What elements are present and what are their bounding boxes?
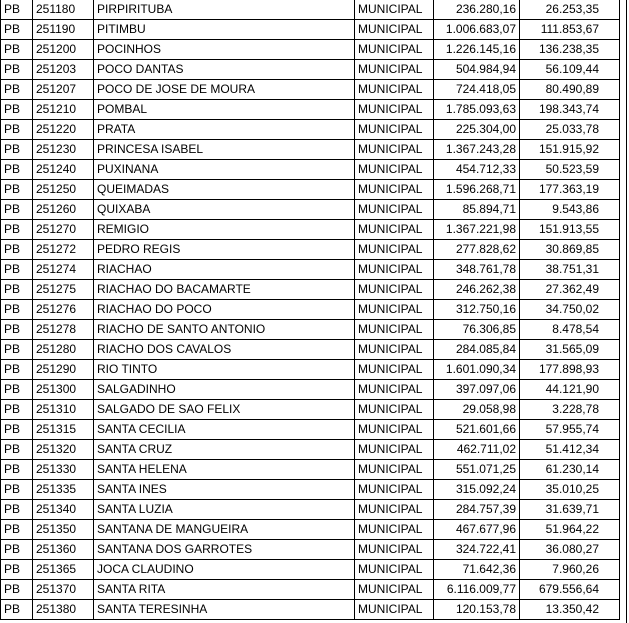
state-cell: PB [1, 0, 33, 20]
state-cell: PB [1, 440, 33, 460]
municipality-name-cell: POCO DANTAS [94, 60, 355, 80]
table-body [1, 0, 620, 620]
state-cell: PB [1, 460, 33, 480]
table-row [1, 140, 620, 160]
amount-cell: 1.601.090,34 [434, 360, 520, 380]
code-cell: 251340 [33, 500, 94, 520]
share-amount-cell: 31.639,71 [520, 500, 620, 520]
table-row [1, 100, 620, 120]
code-cell: 251207 [33, 80, 94, 100]
table-row [1, 340, 620, 360]
code-cell: 251300 [33, 380, 94, 400]
share-amount-cell: 13.350,42 [520, 600, 620, 620]
municipality-name-cell: SANTANA DE MANGUEIRA [94, 520, 355, 540]
amount-cell: 504.984,94 [434, 60, 520, 80]
share-amount-cell: 3.228,78 [520, 400, 620, 420]
municipality-name-cell: SANTA CECILIA [94, 420, 355, 440]
table-row [1, 320, 620, 340]
share-amount-cell: 61.230,14 [520, 460, 620, 480]
municipality-name-cell: PRINCESA ISABEL [94, 140, 355, 160]
sphere-cell: MUNICIPAL [355, 560, 434, 580]
code-cell: 251200 [33, 40, 94, 60]
sphere-cell: MUNICIPAL [355, 140, 434, 160]
table-row [1, 120, 620, 140]
table-row [1, 600, 620, 620]
state-cell: PB [1, 580, 33, 600]
table-row [1, 580, 620, 600]
state-cell: PB [1, 260, 33, 280]
code-cell: 251260 [33, 200, 94, 220]
sphere-cell: MUNICIPAL [355, 120, 434, 140]
table-row [1, 160, 620, 180]
municipality-name-cell: RIACHAO DO BACAMARTE [94, 280, 355, 300]
code-cell: 251276 [33, 300, 94, 320]
state-cell: PB [1, 360, 33, 380]
share-amount-cell: 27.362,49 [520, 280, 620, 300]
municipality-name-cell: RIACHAO DO POCO [94, 300, 355, 320]
sphere-cell: MUNICIPAL [355, 220, 434, 240]
sphere-cell: MUNICIPAL [355, 540, 434, 560]
amount-cell: 454.712,33 [434, 160, 520, 180]
state-cell: PB [1, 20, 33, 40]
code-cell: 251274 [33, 260, 94, 280]
state-cell: PB [1, 320, 33, 340]
amount-cell: 1.006.683,07 [434, 20, 520, 40]
municipality-name-cell: QUIXABA [94, 200, 355, 220]
amount-cell: 462.711,02 [434, 440, 520, 460]
table-row [1, 460, 620, 480]
table-row [1, 220, 620, 240]
code-cell: 251370 [33, 580, 94, 600]
sphere-cell: MUNICIPAL [355, 500, 434, 520]
municipality-name-cell: SANTA RITA [94, 580, 355, 600]
state-cell: PB [1, 280, 33, 300]
share-amount-cell: 31.565,09 [520, 340, 620, 360]
sphere-cell: MUNICIPAL [355, 40, 434, 60]
share-amount-cell: 38.751,31 [520, 260, 620, 280]
amount-cell: 277.828,62 [434, 240, 520, 260]
code-cell: 251240 [33, 160, 94, 180]
amount-cell: 397.097,06 [434, 380, 520, 400]
state-cell: PB [1, 560, 33, 580]
amount-cell: 551.071,25 [434, 460, 520, 480]
municipality-name-cell: POCINHOS [94, 40, 355, 60]
sphere-cell: MUNICIPAL [355, 480, 434, 500]
state-cell: PB [1, 500, 33, 520]
share-amount-cell: 8.478,54 [520, 320, 620, 340]
table-row [1, 200, 620, 220]
sphere-cell: MUNICIPAL [355, 60, 434, 80]
code-cell: 251330 [33, 460, 94, 480]
code-cell: 251180 [33, 0, 94, 20]
table-row [1, 240, 620, 260]
code-cell: 251280 [33, 340, 94, 360]
municipality-name-cell: PITIMBU [94, 20, 355, 40]
municipality-name-cell: SANTA INES [94, 480, 355, 500]
share-amount-cell: 51.412,34 [520, 440, 620, 460]
share-amount-cell: 51.964,22 [520, 520, 620, 540]
sphere-cell: MUNICIPAL [355, 180, 434, 200]
municipality-name-cell: RIACHAO [94, 260, 355, 280]
sphere-cell: MUNICIPAL [355, 80, 434, 100]
share-amount-cell: 80.490,89 [520, 80, 620, 100]
amount-cell: 120.153,78 [434, 600, 520, 620]
state-cell: PB [1, 100, 33, 120]
amount-cell: 521.601,66 [434, 420, 520, 440]
table-row [1, 80, 620, 100]
code-cell: 251230 [33, 140, 94, 160]
table-row [1, 180, 620, 200]
municipality-name-cell: RIACHO DOS CAVALOS [94, 340, 355, 360]
municipality-name-cell: QUEIMADAS [94, 180, 355, 200]
sphere-cell: MUNICIPAL [355, 260, 434, 280]
sphere-cell: MUNICIPAL [355, 580, 434, 600]
code-cell: 251278 [33, 320, 94, 340]
table-row [1, 380, 620, 400]
state-cell: PB [1, 300, 33, 320]
state-cell: PB [1, 200, 33, 220]
state-cell: PB [1, 140, 33, 160]
share-amount-cell: 136.238,35 [520, 40, 620, 60]
share-amount-cell: 9.543,86 [520, 200, 620, 220]
state-cell: PB [1, 600, 33, 620]
table-row [1, 40, 620, 60]
share-amount-cell: 679.556,64 [520, 580, 620, 600]
share-amount-cell: 56.109,44 [520, 60, 620, 80]
amount-cell: 225.304,00 [434, 120, 520, 140]
state-cell: PB [1, 400, 33, 420]
code-cell: 251270 [33, 220, 94, 240]
share-amount-cell: 26.253,35 [520, 0, 620, 20]
share-amount-cell: 35.010,25 [520, 480, 620, 500]
sphere-cell: MUNICIPAL [355, 280, 434, 300]
code-cell: 251335 [33, 480, 94, 500]
code-cell: 251220 [33, 120, 94, 140]
municipality-name-cell: PEDRO REGIS [94, 240, 355, 260]
share-amount-cell: 44.121,90 [520, 380, 620, 400]
state-cell: PB [1, 340, 33, 360]
municipality-name-cell: PUXINANA [94, 160, 355, 180]
amount-cell: 246.262,38 [434, 280, 520, 300]
municipality-name-cell: RIACHO DE SANTO ANTONIO [94, 320, 355, 340]
sphere-cell: MUNICIPAL [355, 360, 434, 380]
amount-cell: 284.757,39 [434, 500, 520, 520]
amount-cell: 467.677,96 [434, 520, 520, 540]
municipality-name-cell: POCO DE JOSE DE MOURA [94, 80, 355, 100]
table-row [1, 0, 620, 20]
state-cell: PB [1, 120, 33, 140]
table-row [1, 300, 620, 320]
state-cell: PB [1, 240, 33, 260]
table-row [1, 520, 620, 540]
amount-cell: 324.722,41 [434, 540, 520, 560]
table-row [1, 440, 620, 460]
sphere-cell: MUNICIPAL [355, 240, 434, 260]
amount-cell: 1.596.268,71 [434, 180, 520, 200]
municipality-name-cell: REMIGIO [94, 220, 355, 240]
amount-cell: 236.280,16 [434, 0, 520, 20]
share-amount-cell: 177.363,19 [520, 180, 620, 200]
municipality-name-cell: SALGADO DE SAO FELIX [94, 400, 355, 420]
code-cell: 251360 [33, 540, 94, 560]
amount-cell: 284.085,84 [434, 340, 520, 360]
municipality-name-cell: SANTANA DOS GARROTES [94, 540, 355, 560]
table-row [1, 500, 620, 520]
code-cell: 251350 [33, 520, 94, 540]
municipality-name-cell: JOCA CLAUDINO [94, 560, 355, 580]
amount-cell: 85.894,71 [434, 200, 520, 220]
sphere-cell: MUNICIPAL [355, 20, 434, 40]
municipality-name-cell: SANTA CRUZ [94, 440, 355, 460]
state-cell: PB [1, 520, 33, 540]
code-cell: 251310 [33, 400, 94, 420]
code-cell: 251290 [33, 360, 94, 380]
sphere-cell: MUNICIPAL [355, 100, 434, 120]
code-cell: 251210 [33, 100, 94, 120]
share-amount-cell: 7.960,26 [520, 560, 620, 580]
sphere-cell: MUNICIPAL [355, 160, 434, 180]
code-cell: 251315 [33, 420, 94, 440]
table-row [1, 480, 620, 500]
state-cell: PB [1, 80, 33, 100]
municipality-name-cell: PIRPIRITUBA [94, 0, 355, 20]
sphere-cell: MUNICIPAL [355, 380, 434, 400]
sphere-cell: MUNICIPAL [355, 420, 434, 440]
state-cell: PB [1, 480, 33, 500]
code-cell: 251272 [33, 240, 94, 260]
table-row [1, 260, 620, 280]
code-cell: 251320 [33, 440, 94, 460]
share-amount-cell: 30.869,85 [520, 240, 620, 260]
sphere-cell: MUNICIPAL [355, 440, 434, 460]
state-cell: PB [1, 380, 33, 400]
share-amount-cell: 198.343,74 [520, 100, 620, 120]
table-row [1, 360, 620, 380]
share-amount-cell: 50.523,59 [520, 160, 620, 180]
amount-cell: 71.642,36 [434, 560, 520, 580]
amount-cell: 315.092,24 [434, 480, 520, 500]
sphere-cell: MUNICIPAL [355, 0, 434, 20]
share-amount-cell: 151.915,92 [520, 140, 620, 160]
sphere-cell: MUNICIPAL [355, 320, 434, 340]
code-cell: 251250 [33, 180, 94, 200]
state-cell: PB [1, 220, 33, 240]
amount-cell: 76.306,85 [434, 320, 520, 340]
table-row [1, 280, 620, 300]
municipality-name-cell: SANTA HELENA [94, 460, 355, 480]
sphere-cell: MUNICIPAL [355, 200, 434, 220]
share-amount-cell: 151.913,55 [520, 220, 620, 240]
share-amount-cell: 25.033,78 [520, 120, 620, 140]
code-cell: 251203 [33, 60, 94, 80]
code-cell: 251190 [33, 20, 94, 40]
code-cell: 251365 [33, 560, 94, 580]
share-amount-cell: 34.750,02 [520, 300, 620, 320]
sphere-cell: MUNICIPAL [355, 460, 434, 480]
amount-cell: 6.116.009,77 [434, 580, 520, 600]
sphere-cell: MUNICIPAL [355, 340, 434, 360]
municipality-name-cell: RIO TINTO [94, 360, 355, 380]
share-amount-cell: 36.080,27 [520, 540, 620, 560]
share-amount-cell: 111.853,67 [520, 20, 620, 40]
amount-cell: 1.367.221,98 [434, 220, 520, 240]
amount-cell: 1.785.093,63 [434, 100, 520, 120]
sphere-cell: MUNICIPAL [355, 600, 434, 620]
amount-cell: 348.761,78 [434, 260, 520, 280]
sphere-cell: MUNICIPAL [355, 300, 434, 320]
table-row [1, 560, 620, 580]
municipality-name-cell: PRATA [94, 120, 355, 140]
share-amount-cell: 57.955,74 [520, 420, 620, 440]
table-row [1, 20, 620, 40]
state-cell: PB [1, 420, 33, 440]
table-row [1, 400, 620, 420]
municipality-name-cell: SANTA TERESINHA [94, 600, 355, 620]
state-cell: PB [1, 60, 33, 80]
amount-cell: 29.058,98 [434, 400, 520, 420]
sphere-cell: MUNICIPAL [355, 520, 434, 540]
amount-cell: 724.418,05 [434, 80, 520, 100]
municipality-name-cell: SALGADINHO [94, 380, 355, 400]
amount-cell: 312.750,16 [434, 300, 520, 320]
table-row [1, 540, 620, 560]
state-cell: PB [1, 40, 33, 60]
state-cell: PB [1, 160, 33, 180]
state-cell: PB [1, 180, 33, 200]
code-cell: 251380 [33, 600, 94, 620]
sphere-cell: MUNICIPAL [355, 400, 434, 420]
amount-cell: 1.367.243,28 [434, 140, 520, 160]
table-row [1, 60, 620, 80]
municipality-name-cell: POMBAL [94, 100, 355, 120]
amount-cell: 1.226.145,16 [434, 40, 520, 60]
table-row [1, 420, 620, 440]
share-amount-cell: 177.898,93 [520, 360, 620, 380]
sheet-right-edge [626, 0, 627, 623]
state-cell: PB [1, 540, 33, 560]
code-cell: 251275 [33, 280, 94, 300]
municipality-name-cell: SANTA LUZIA [94, 500, 355, 520]
